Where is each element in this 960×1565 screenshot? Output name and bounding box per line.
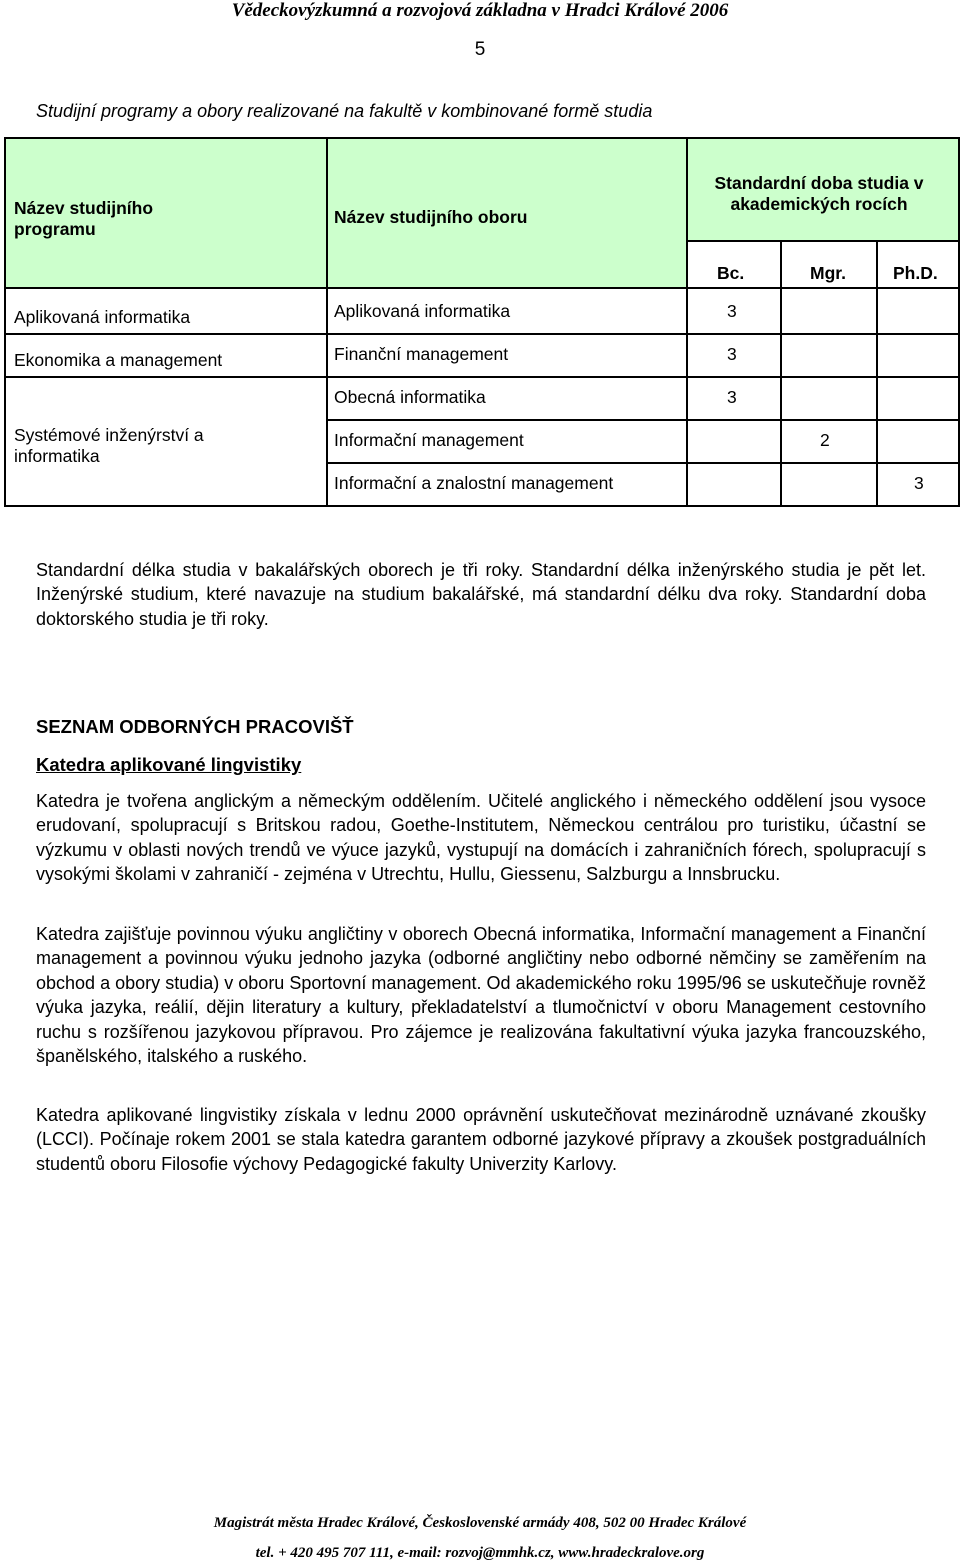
duration-bc: 3 (727, 301, 737, 321)
footer-address: Magistrát města Hradec Králové, Československé armády 408, 502 00 Hradec Králové (213, 1515, 747, 1531)
program-name: Systémové inženýrství a informatika (14, 425, 204, 466)
paragraph-2: Katedra zajišťuje povinnou výuku angličtiny v oborech Obecná informatika, Informační management a Finanční management a povinnou výuku jednoho jazyka (odborné angličtiny nebo odborné němčiny se zaměřením na obchod a obory studia) v oboru Sportovní management. Od akademického roku 1995/96 se uskutečňuje rovněž výuka jazyka, reálií, dějin literatury a kultury, překladatelství a tlumočnictví v oboru Management cestovního ruchu s rozšířenou jazykovou přípravou. Pro zájemce je realizována fakultativní výuka jazyka francouzského, španělského, italského a ruského. (36, 924, 926, 1067)
degree-bc: Bc. (717, 263, 745, 283)
table-line (686, 240, 958, 242)
program-name: Aplikovaná informatika (14, 307, 191, 327)
table-caption: Studijní programy a obory realizované na fakultě v kombinované formě studia (36, 101, 653, 121)
study-programs-table (4, 137, 960, 507)
table-line (326, 137, 328, 507)
header-field: Název studijního oboru (334, 207, 528, 227)
table-border-left (4, 137, 6, 507)
table-border-top (4, 137, 960, 139)
table-line (686, 137, 688, 507)
table-line (4, 287, 960, 289)
duration-bc: 3 (727, 387, 737, 407)
header-duration: Standardní doba studia v akademických rocích (714, 173, 924, 214)
degree-phd: Ph.D. (893, 263, 938, 283)
page-number: 5 (474, 39, 486, 60)
table-line (4, 333, 960, 335)
duration-note: Standardní délka studia v bakalářských oborech je tři roky. Standardní délka inženýrského studia je pět let. Inženýrské studium, které navazuje na studium bakalářské, má standardní délku dva roky. Standardní doba doktorského studia je tři roky. (36, 560, 926, 629)
table-border-bottom (4, 505, 960, 507)
program-name: Ekonomika a management (14, 350, 223, 370)
paragraph-1: Katedra je tvořena anglickým a německým oddělením. Učitelé anglického i německého oddělení jsou vysoce erudovaní, spolupracují s Britskou radou, Goethe-Institutem, Německou centrálou pro turistiku, účastní se výzkumu v oblasti nových trendů ve výuce jazyků, vystupují na domácích i zahraničních fórech, spolupracují s vysokými školami v zahraničí - zejména v Utrechtu, Hullu, Giessenu, Salzburgu a Innsbrucku. (36, 791, 926, 885)
table-line (876, 240, 878, 507)
duration-phd: 3 (914, 473, 924, 493)
field-name: Aplikovaná informatika (334, 301, 511, 321)
field-name: Finanční management (334, 344, 509, 364)
duration-mgr: 2 (820, 430, 830, 450)
section-title: SEZNAM ODBORNÝCH PRACOVIŠŤ (36, 716, 354, 737)
field-name: Informační management (334, 430, 524, 450)
degree-mgr: Mgr. (810, 263, 846, 283)
field-name: Obecná informatika (334, 387, 486, 407)
page-header-title: Vědeckovýzkumná a rozvojová základna v Hradci Králové 2006 (231, 0, 729, 21)
table-line (780, 240, 782, 507)
paragraph-3: Katedra aplikované lingvistiky získala v lednu 2000 oprávnění uskutečňovat mezinárodně uznávané zkoušky (LCCI). Počínaje rokem 2001 se stala katedra garantem odborné jazykové přípravy a zkoušek postgraduálních studentů oboru Filosofie výchovy Pedagogické fakulty Univerzity Karlovy. (36, 1105, 926, 1174)
footer-contact: tel. + 420 495 707 111, e-mail: rozvoj@mmhk.cz, www.hradeckralove.org (255, 1545, 705, 1561)
table-line (4, 376, 960, 378)
table-line (326, 419, 960, 421)
header-program: Název studijního programu (14, 198, 154, 239)
field-name: Informační a znalostní management (334, 473, 614, 493)
department-title: Katedra aplikované lingvistiky (36, 754, 302, 775)
duration-bc: 3 (727, 344, 737, 364)
table-line (326, 462, 960, 464)
